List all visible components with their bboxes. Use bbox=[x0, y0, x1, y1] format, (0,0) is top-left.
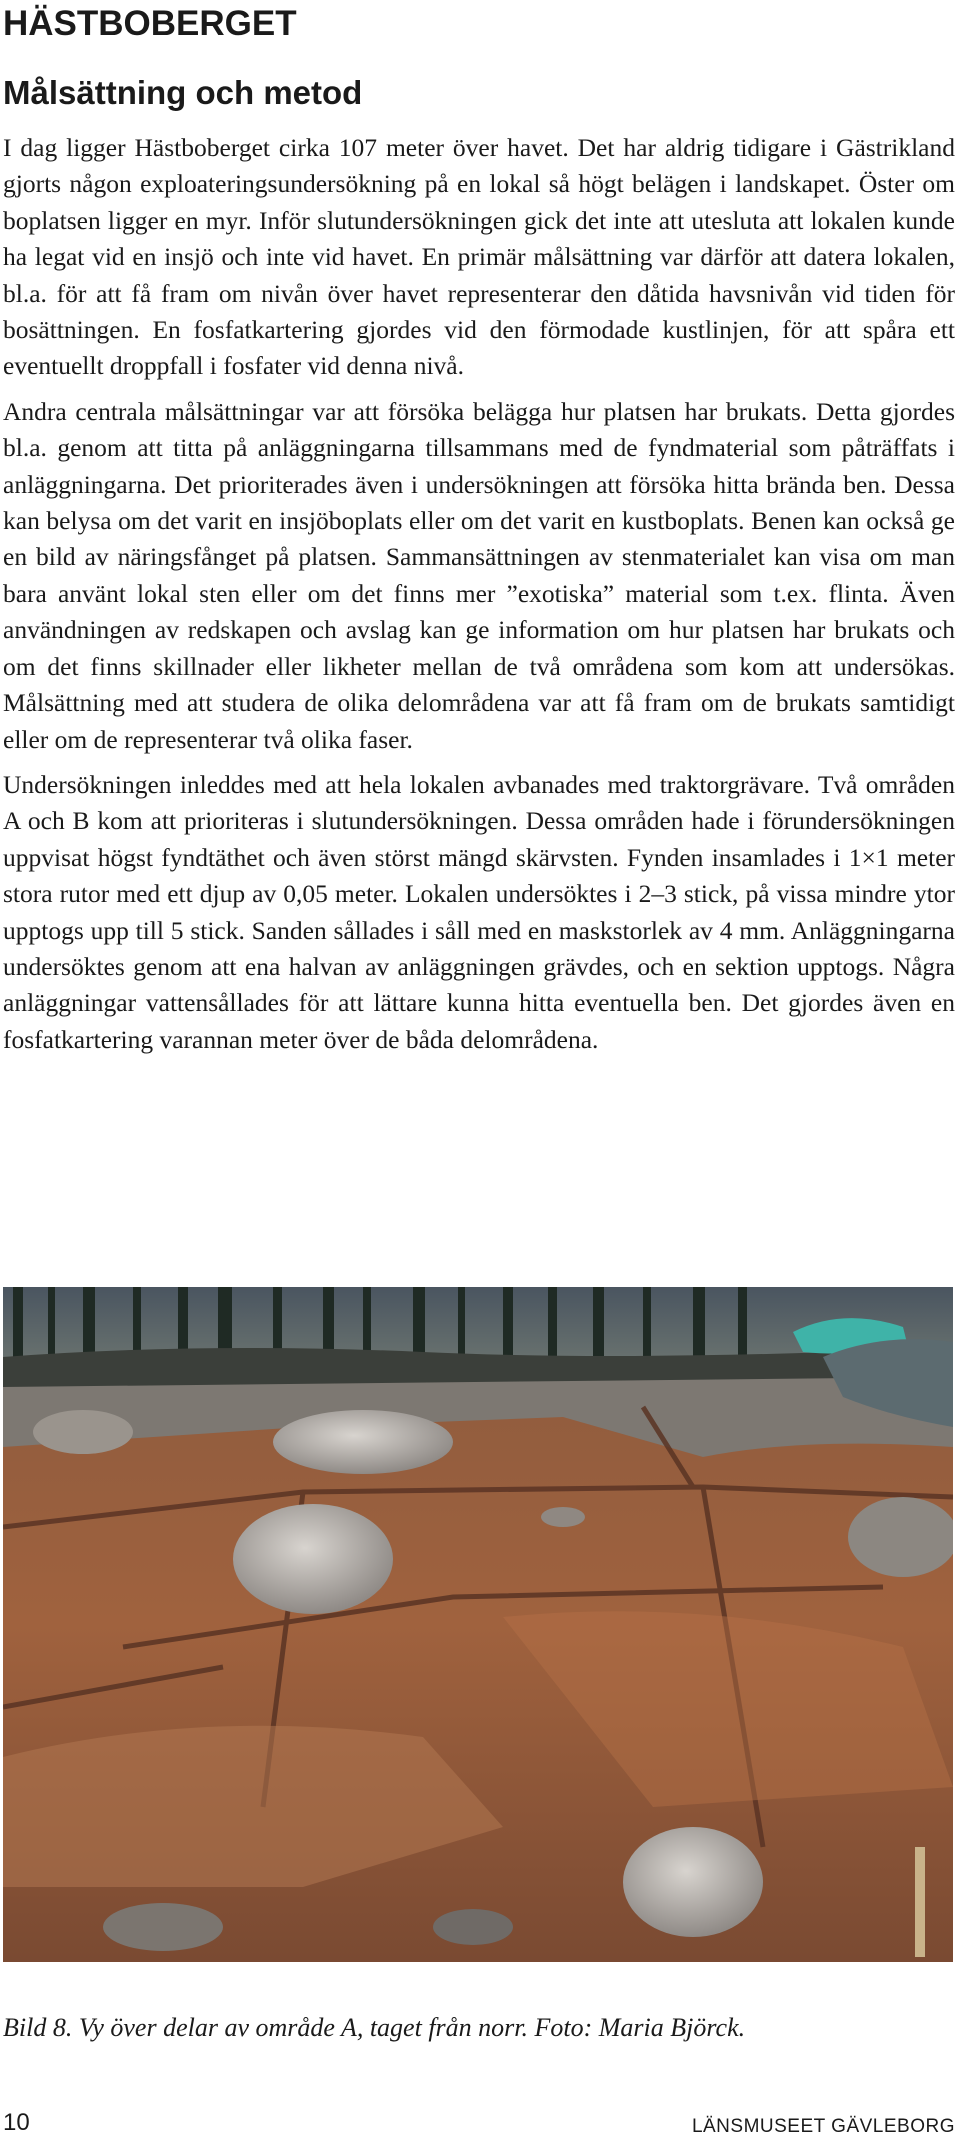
photo-caption: Bild 8. Vy över delar av område A, taget från norr. Foto: Maria Björck. bbox=[3, 2013, 746, 2042]
page-number: 10 bbox=[3, 2109, 30, 2136]
section-heading: Målsättning och metod bbox=[3, 74, 363, 111]
paragraph-1: I dag ligger Hästboberget cirka 107 meter över havet. Det har aldrig tidigare i Gästrikland gjorts någon exploateringsundersökning på en lokal så högt belägen i landskapet. Öster om boplatsen ligger en myr. Inför slutundersökningen gick det inte att utesluta att lokalen kunde ha legat vid en insjö och inte vid havet. En primär målsättning var därför att datera lokalen, bl.a. för att få fram om nivån över havet representerar den dåtida havsnivån vid tiden för bosättningen. En fosfatkartering gjordes vid den förmodade kustlinjen, för att spåra ett eventuellt droppfall i fosfater vid denna nivå. bbox=[3, 133, 955, 381]
page-heading: HÄSTBOBERGET bbox=[3, 4, 297, 43]
body-text bbox=[3, 130, 955, 1067]
publisher-name: LÄNSMUSEET GÄVLEBORG bbox=[691, 2116, 955, 2137]
paragraph-3: Undersökningen inleddes med att hela lokalen avbanades med traktorgrävare. Två områden A och B kom att prioriteras i slutundersökningen. Dessa områden hade i förundersökningen uppvisat högst fyndtäthet och även störst mängd skärvsten. Fynden insamlades i 1×1 meter stora rutor med ett djup av 0,05 meter. Lokalen undersöktes i 2–3 stick, på vissa mindre ytor upptogs upp till 5 stick. Sanden sållades i såll med en maskstorlek av 4 mm. Anläggningarna undersöktes genom att ena halvan av anläggningen grävdes, och en sektion upptogs. Några anläggningar vattensållades för att lättare kunna hitta eventuella ben. Det gjordes även en fosfatkartering varannan meter över de båda delområdena. bbox=[3, 769, 955, 1054]
excavation-photo bbox=[3, 1287, 953, 1962]
paragraph-2: Andra centrala målsättningar var att försöka belägga hur platsen har brukats. Detta gjordes bl.a. genom att titta på anläggningarna tillsammans med de fyndmaterial som påträffats i anläggningarna. Det prioriterades även i undersökningen att försöka hitta brända ben. Dessa kan belysa om det varit en insjöboplats eller om det varit en kustboplats. Benen kan också ge en bild av näringsfånget på platsen. Sammansättningen av stenmaterialet kan visa om man bara använt lokal sten eller om det finns mer ”exotiska” material som t.ex. flinta. Även användningen av redskapen och avslag kan ge information om hur platsen har brukats och om det finns skillnader eller likheter mellan de två områdena som kom att undersökas. Målsättning med att studera de olika delområdena var att få fram om de brukats samtidigt eller om de representerar två olika faser. bbox=[3, 396, 955, 754]
